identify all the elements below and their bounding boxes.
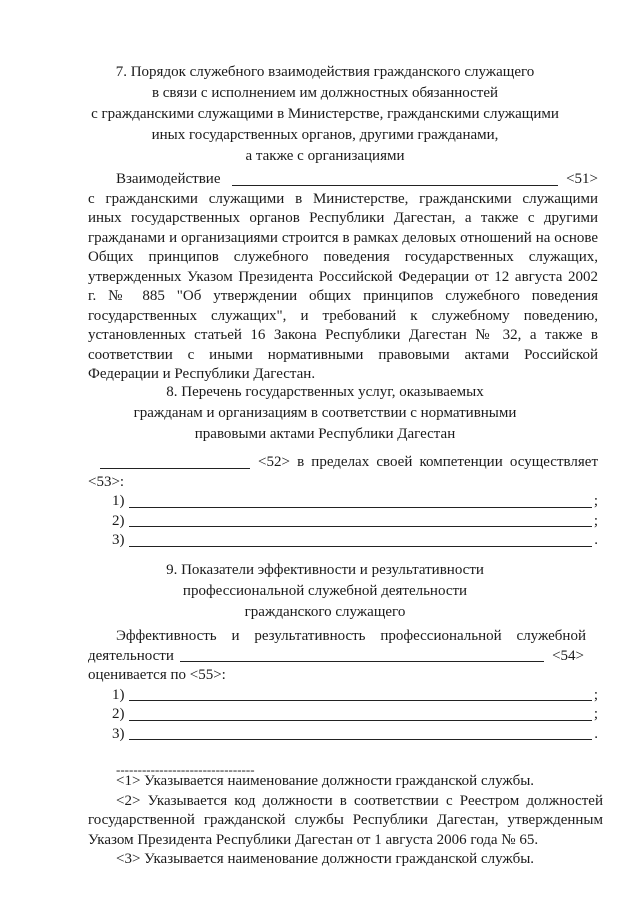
- section-8-first-line: [88, 453, 598, 473]
- item-end: ;: [593, 512, 598, 529]
- item-end: ;: [593, 493, 598, 509]
- section-9-third-line: оценивается по <55>:: [88, 667, 226, 683]
- indicator-item: [88, 686, 598, 706]
- activity-word: деятельности: [88, 647, 174, 664]
- item-end: ;: [593, 706, 598, 722]
- service-item: [88, 531, 598, 551]
- item-blank: [129, 738, 593, 740]
- section-7-body-line: соответствии с иными нормативными правовыми актами Российской: [88, 346, 598, 363]
- section-7-heading: [60, 62, 590, 167]
- section-7-body-line: гражданами и организациями строится в рамках деловых отношений на основе: [88, 229, 598, 246]
- section-9-first-line: Эффективность и результативность профессиональной служебной: [116, 628, 586, 644]
- section-7-first-line: [88, 170, 598, 190]
- section-8-title-line: гражданам и организациям в соответствии с нормативными: [133, 405, 517, 421]
- section-8-title-line: 8. Перечень государственных услуг, оказываемых: [166, 384, 484, 400]
- footnote-1: <1> Указывается наименование должности гражданской службы.: [116, 773, 535, 789]
- section-7-title-line: в связи с исполнением им должностных обязанностей: [151, 85, 499, 101]
- item-number: 2): [112, 706, 125, 722]
- section-7-body: [88, 170, 598, 385]
- section-8-heading: [60, 382, 590, 445]
- item-blank: [129, 719, 592, 721]
- section-8-line-text: <52> в пределах своей компетенции осуществляет: [258, 454, 598, 470]
- footnotes-block: [88, 772, 603, 870]
- item-blank: [129, 506, 592, 508]
- item-number: 1): [112, 493, 125, 509]
- position-blank: [232, 184, 558, 186]
- footnote-separator: --------------------------------: [116, 762, 255, 777]
- item-number: 1): [112, 686, 125, 703]
- item-blank: [129, 699, 592, 701]
- footnote-2-line: <2> Указывается код должности в соответствии с Реестром должностей: [116, 792, 603, 809]
- section-8-body: [88, 453, 598, 551]
- item-blank: [129, 525, 592, 527]
- section-9-title-line: профессиональной служебной деятельности: [182, 583, 468, 599]
- section-7-body-line: установленных статьей 16 Закона Республики Дагестан № 32, а также в: [88, 327, 598, 343]
- footnote-3: <3> Указывается наименование должности гражданской службы.: [116, 851, 535, 867]
- section-7-title-line: с гражданскими служащими в Министерстве, гражданскими служащими: [91, 106, 559, 122]
- footnote-ref-51: <51>: [566, 171, 598, 187]
- section-7-title-line: а также с организациями: [245, 148, 405, 164]
- section-8-title-line: правовыми актами Республики Дагестан: [194, 426, 456, 442]
- footnote-ref-54: <54>: [552, 647, 584, 664]
- organization-blank: [100, 467, 250, 469]
- item-end: ;: [593, 686, 598, 703]
- section-7-title-line: 7. Порядок служебного взаимодействия гражданского служащего: [115, 64, 535, 80]
- section-7-body-line: г. № 885 "Об утверждении общих принципов служебного поведения: [88, 288, 598, 304]
- item-number: 2): [112, 512, 125, 529]
- section-9-title-line: 9. Показатели эффективности и результативности: [166, 562, 484, 578]
- section-7-body-line: утвержденных Указом Президента Российской Федерации от 12 августа 2002: [88, 268, 598, 285]
- item-blank: [129, 545, 593, 547]
- section-9-heading: [60, 560, 590, 623]
- item-end: .: [594, 532, 598, 548]
- section-8-second-line: <53>:: [88, 473, 125, 490]
- footnote-2-line: государственной гражданской службы Республики Дагестан, утвержденным: [88, 812, 603, 828]
- service-item: [88, 512, 598, 532]
- section-9-body: [88, 627, 598, 744]
- item-end: .: [594, 725, 598, 742]
- item-number: 3): [112, 725, 125, 742]
- interaction-word: Взаимодействие: [116, 171, 221, 187]
- section-7-body-line: иных государственных органов Республики Дагестан, а также с другими: [88, 210, 598, 226]
- section-9-title-line: гражданского служащего: [244, 604, 406, 620]
- section-7-last-line: Федерации и Республики Дагестан.: [88, 366, 316, 382]
- indicator-item: [88, 705, 598, 725]
- indicator-item: [88, 725, 598, 745]
- section-9-second-line: [88, 647, 598, 667]
- activity-blank: [180, 660, 544, 662]
- service-item: [88, 492, 598, 512]
- section-7-title-line: иных государственных органов, другими гражданами,: [151, 127, 499, 143]
- section-7-body-line: государственных служащих", и требований к служебному поведению,: [88, 307, 598, 324]
- section-7-body-line: с гражданскими служащими в Министерстве, гражданскими служащими: [88, 190, 598, 207]
- item-number: 3): [112, 532, 125, 548]
- section-7-body-line: Общих принципов служебного поведения государственных служащих,: [88, 249, 598, 265]
- footnote-2-last: Указом Президента Республики Дагестан от 1 августа 2006 года № 65.: [88, 831, 539, 848]
